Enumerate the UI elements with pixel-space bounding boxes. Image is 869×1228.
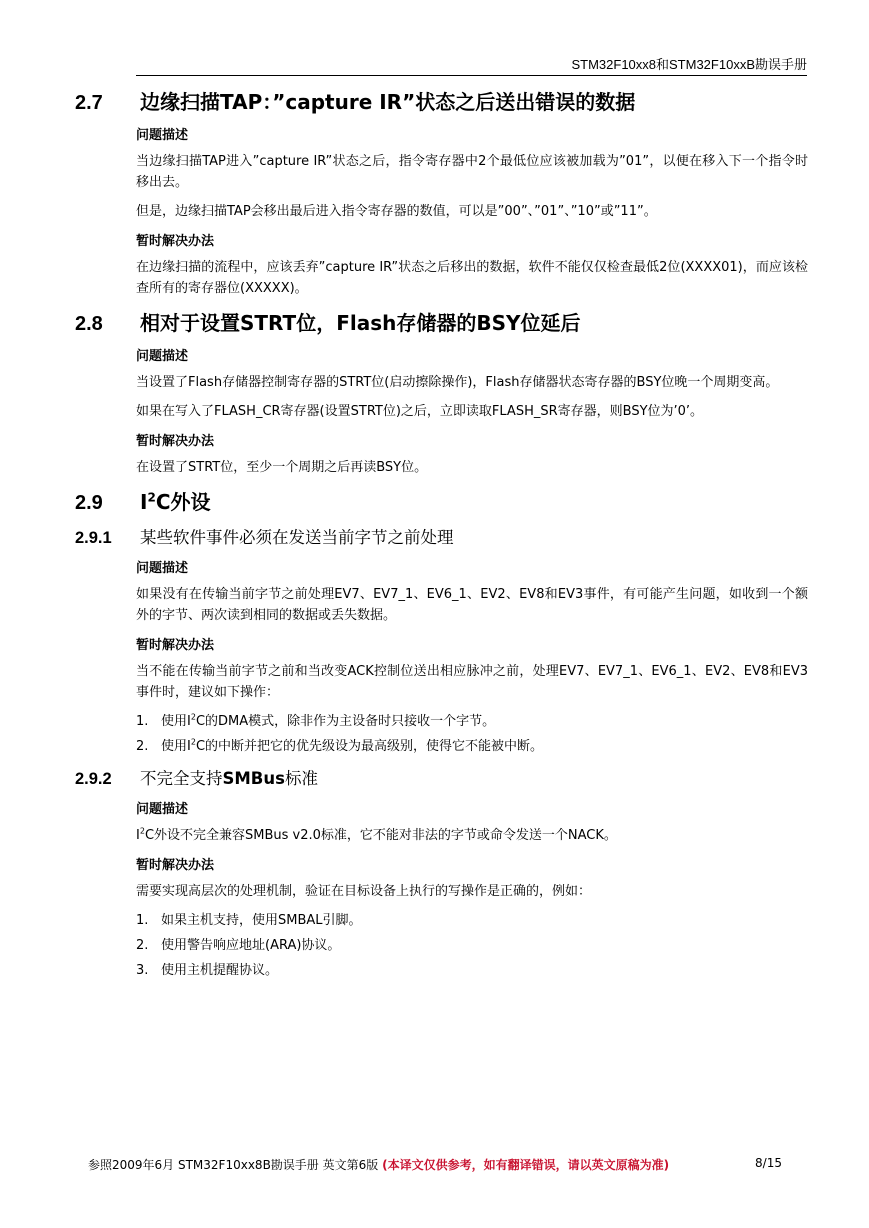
text-part: 使用I (161, 714, 191, 729)
paragraph: 在边缘扫描的流程中，应该丢弃”capture IR”状态之后移出的数据，软件不能仅仅检查最低2位(XXXX01)，而应该检查所有的寄存器位(XXXXX)。 (136, 260, 808, 296)
section-2-7-body (136, 124, 808, 299)
text-part: C的DMA模式，除非作为主设备时只接收一个字节。 (195, 714, 496, 729)
footer-reference (88, 1156, 669, 1173)
section-2-8-heading (75, 307, 808, 336)
paragraph: 当不能在传输当前字节之前和当改变ACK控制位送出相应脉冲之前，处理EV7、EV7_1、EV6_1、EV2、EV8和EV3事件时，建议如下操作： (136, 664, 808, 700)
list-item (136, 910, 808, 931)
problem-label: 问题描述 (136, 802, 189, 817)
title-part: 标准 (284, 769, 318, 788)
list-number: 1. (136, 913, 149, 928)
section-number: 2.9.1 (75, 529, 112, 547)
text-part: C的中断并把它的优先级设为最高级别，使得它不能被中断。 (195, 739, 544, 754)
problem-label: 问题描述 (136, 349, 189, 364)
list-item (136, 736, 808, 757)
workaround-label: 暂时解决办法 (136, 638, 215, 653)
list-number: 2. (136, 739, 149, 754)
section-2-7-heading (75, 86, 808, 115)
section-2-9-2-body (136, 798, 808, 981)
header-rule (136, 75, 807, 76)
list-item (136, 935, 808, 956)
text-part: C外设不完全兼容SMBus v2.0标准，它不能对非法的字节或命令发送一个NACK。 (144, 828, 617, 843)
section-2-9-1-heading (75, 524, 808, 548)
problem-label: 问题描述 (136, 128, 189, 143)
list-text: 使用警告响应地址(ARA)协议。 (161, 938, 341, 953)
list-text: 如果主机支持，使用SMBAL引脚。 (161, 913, 362, 928)
section-number: 2.8 (75, 313, 103, 335)
paragraph: 需要实现高层次的处理机制，验证在目标设备上执行的写操作是正确的，例如： (136, 884, 592, 899)
workaround-label: 暂时解决办法 (136, 234, 215, 249)
problem-label: 问题描述 (136, 561, 189, 576)
footer-disclaimer: (本译文仅供参考，如有翻译错误，请以英文原稿为准) (382, 1158, 670, 1172)
paragraph (136, 825, 808, 846)
section-title: 边缘扫描TAP：”capture IR”状态之后送出错误的数据 (140, 90, 636, 114)
list-number: 2. (136, 938, 149, 953)
list-text: 使用主机提醒协议。 (161, 963, 279, 978)
title-part: C外设 (155, 490, 211, 514)
list-number: 3. (136, 963, 149, 978)
paragraph: 当边缘扫描TAP进入”capture IR”状态之后，指令寄存器中2个最低位应该被加载为”01”，以便在移入下一个指令时移出去。 (136, 154, 808, 190)
list-text (161, 711, 495, 732)
paragraph: 如果在写入了FLASH_CR寄存器(设置STRT位)之后，立即读取FLASH_SR寄存器，则BSY位为’0’。 (136, 404, 704, 419)
section-2-9-heading (75, 486, 808, 515)
paragraph: 当设置了Flash存储器控制寄存器的STRT位(启动擦除操作)，Flash存储器状态寄存器的BSY位晚一个周期变高。 (136, 375, 779, 390)
paragraph: 如果没有在传输当前字节之前处理EV7、EV7_1、EV6_1、EV2、EV8和EV3事件，有可能产生问题，如收到一个额外的字节、两次读到相同的数据或丢失数据。 (136, 587, 808, 623)
workaround-label: 暂时解决办法 (136, 434, 215, 449)
paragraph: 在设置了STRT位，至少一个周期之后再读BSY位。 (136, 460, 428, 475)
page-footer (88, 1156, 782, 1173)
text-part: I (136, 828, 140, 843)
text-part: 使用I (161, 739, 191, 754)
page-header: STM32F10xx8和STM32F10xxB勘误手册 (571, 57, 807, 72)
section-2-9-1-body (136, 557, 808, 757)
superscript: 2 (147, 490, 156, 505)
superscript: 2 (190, 712, 196, 722)
workaround-label: 暂时解决办法 (136, 858, 215, 873)
list-item (136, 711, 808, 732)
list-text (161, 736, 543, 757)
superscript: 2 (190, 737, 196, 747)
section-title (140, 765, 318, 789)
list-number: 1. (136, 714, 149, 729)
title-part: 不完全支持 (140, 769, 223, 788)
section-2-9-2-heading (75, 765, 808, 789)
section-number: 2.9.2 (75, 770, 112, 788)
title-part: SMBus (222, 769, 285, 788)
section-title (140, 486, 211, 515)
document-content (75, 86, 808, 985)
title-part: I (140, 490, 148, 514)
page-number: 8/15 (755, 1156, 782, 1170)
section-number: 2.9 (75, 492, 103, 514)
section-number: 2.7 (75, 92, 103, 114)
footer-ref-text: 参照2009年6月 STM32F10xx8B勘误手册 英文第6版 (88, 1158, 379, 1172)
list-item (136, 960, 808, 981)
section-title: 相对于设置STRT位，Flash存储器的BSY位延后 (140, 311, 581, 335)
section-2-8-body (136, 345, 808, 478)
section-title: 某些软件事件必须在发送当前字节之前处理 (140, 528, 454, 547)
superscript: 2 (139, 826, 145, 836)
paragraph: 但是，边缘扫描TAP会移出最后进入指令寄存器的数值，可以是”00”、”01”、”10”或”11”。 (136, 204, 657, 219)
